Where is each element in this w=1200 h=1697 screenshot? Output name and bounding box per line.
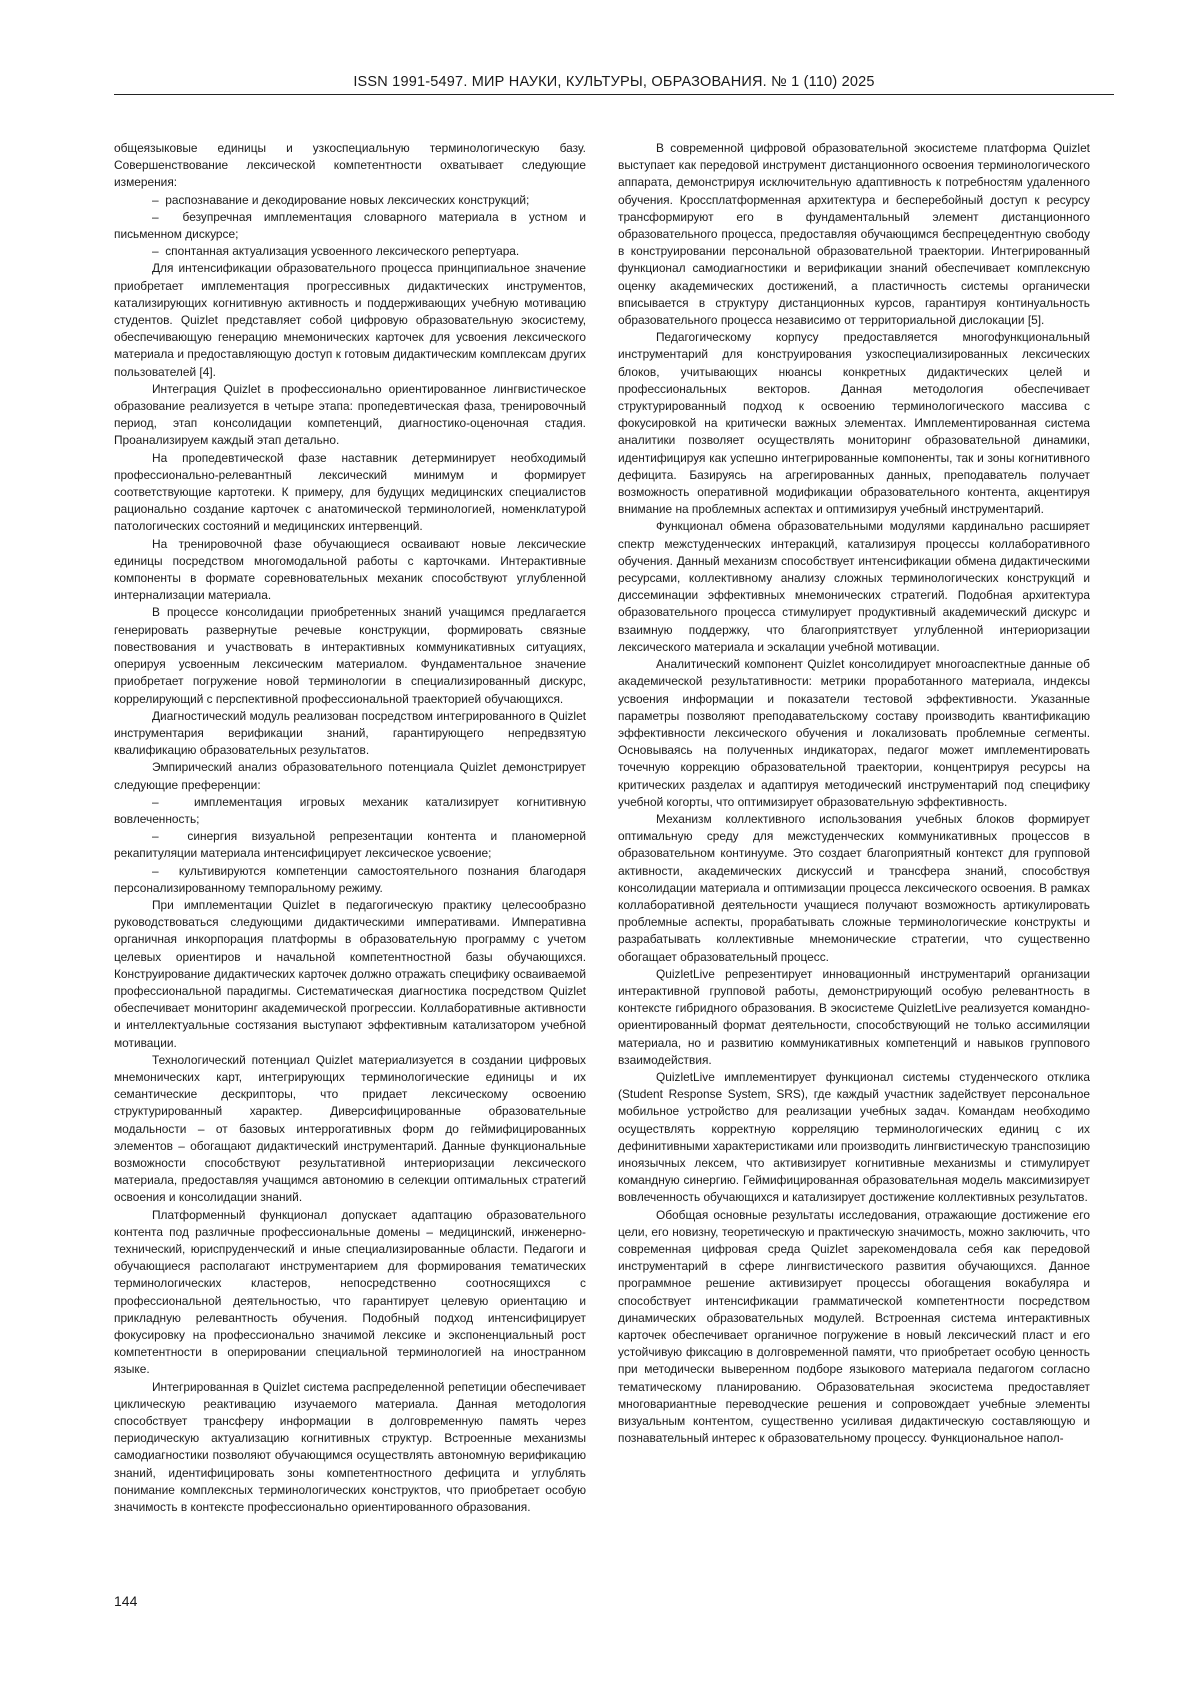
paragraph: Педагогическому корпусу предоставляется многофункциональный инструментарий для конструирования узкоспециализированных лексических блоков, учитывающих нюансы конкретных дидактических целей и профессиональных векторов. Данная методология обеспечивает структурированный подход к освоению терминологического массива с фокусировкой на критически важных элементах. Имплементированная система аналитики позволяет осуществлять мониторинг образовательной динамики, идентифицируя как успешно интегрированные компоненты, так и зоны когнитивного дефицита. Базируясь на агрегированных данных, преподаватель получает возможность оперативной модификации образовательного контента, акцентируя внимание на проблемных аспектах и оптимизируя учебный инструментарий. bbox=[618, 329, 1090, 518]
paragraph: Функционал обмена образовательными модулями кардинально расширяет спектр межстуденческих интеракций, катализируя процессы коллаборативного обучения. Данный механизм способствует интенсификации обмена дидактическими ресурсами, коллективному анализу сложных терминологических конструкций и диссеминации эффективных мнемонических стратегий. Подобная архитектура образовательного процесса стимулирует продуктивный академический дискурс и взаимную поддержку, что благоприятствует углубленной интериоризации лексического материала и эскалации учебной мотивации. bbox=[618, 518, 1090, 656]
paragraph: На тренировочной фазе обучающиеся осваивают новые лексические единицы посредством многомодальной работы с карточками. Интерактивные компоненты в формате соревновательных механик способствуют углубленной интернализации материала. bbox=[114, 536, 586, 605]
paragraph: Для интенсификации образовательного процесса принципиальное значение приобретает имплементация прогрессивных дидактических инструментов, катализирующих когнитивную активность и поддерживающих учебную мотивацию студентов. Quizlet представляет собой цифровую образовательную экосистему, обеспечивающую генерацию мнемонических карточек для усвоения лексического материала и предоставляющую доступ к готовым дидактическим комплексам других пользователей [4]. bbox=[114, 260, 586, 380]
paragraph: Интеграция Quizlet в профессионально ориентированное лингвистическое образование реализуется в четыре этапа: пропедевтическая фаза, тренировочный период, этап консолидации компетенций, диагностико-оценочная стадия. Проанализируем каждый этап детально. bbox=[114, 381, 586, 450]
paragraph: QuizletLive репрезентирует инновационный инструментарий организации интерактивной групповой работы, демонстрирующий особую релевантность в контексте гибридного образования. В экосистеме QuizletLive реализуется командно-ориентированный формат деятельности, способствующий не только ассимиляции материала, но и развитию коммуникативных компетенций и навыков группового взаимодействия. bbox=[618, 966, 1090, 1069]
paragraph: Механизм коллективного использования учебных блоков формирует оптимальную среду для межстуденческих коммуникативных процессов в образовательном континууме. Это создает благоприятный контекст для групповой активности, академических дискуссий и трансфера знаний, способствуя консолидации материала и оптимизации процесса лексического освоения. В рамках коллаборативной деятельности учащиеся получают возможность артикулировать проблемные аспекты, прорабатывать сложные терминологические конструкты и разрабатывать коллективные мнемонические стратегии, что существенно обогащает образовательный процесс. bbox=[618, 811, 1090, 966]
paragraph: общеязыковые единицы и узкоспециальную терминологическую базу. Совершенствование лексической компетентности охватывает следующие измерения: bbox=[114, 140, 586, 192]
paragraph: При имплементации Quizlet в педагогическую практику целесообразно руководствоваться следующими дидактическими императивами. Императивна органичная инкорпорация платформы в образовательную программу с учетом целевых ориентиров и начальной компетентностной базы обучающихся. Конструирование дидактических карточек должно отражать специфику осваиваемой профессиональной парадигмы. Систематическая диагностика посредством Quizlet обеспечивает мониторинг академической прогрессии. Коллаборативные активности и интеллектуальные состязания выступают эффективным катализатором учебной мотивации. bbox=[114, 897, 586, 1052]
paragraph: Диагностический модуль реализован посредством интегрированного в Quizlet инструментария верификации знаний, гарантирующего непредвзятую квалификацию образовательных результатов. bbox=[114, 708, 586, 760]
paragraph: Технологический потенциал Quizlet материализуется в создании цифровых мнемонических карт, интегрирующих терминологические единицы и их семантические дескрипторы, что придает лексическому освоению структурированный характер. Диверсифицированные образовательные модальности – от базовых интеррогативных форм до геймифицированных элементов – обогащают дидактический инструментарий. Данные функциональные возможности способствуют результативной интериоризации лексического материала, предоставляя учащимся автономию в селекции оптимальных стратегий освоения и консолидации знаний. bbox=[114, 1052, 586, 1207]
paragraph: QuizletLive имплементирует функционал системы студенческого отклика (Student Response System, SRS), где каждый участник задействует персональное мобильное устройство для реализации учебных задач. Командам необходимо осуществлять корректную корреляцию терминологических единиц с их дефинитивными характеристиками или производить лингвистическую транспозицию иноязычных лексем, что активизирует когнитивные механизмы и стимулирует командную синергию. Геймифицированная образовательная модель максимизирует вовлеченность обучающихся и катализирует достижение коллективных результатов. bbox=[618, 1069, 1090, 1207]
running-header: ISSN 1991-5497. МИР НАУКИ, КУЛЬТУРЫ, ОБРАЗОВАНИЯ. № 1 (110) 2025 bbox=[114, 74, 1114, 95]
paragraph: Интегрированная в Quizlet система распределенной репетиции обеспечивает циклическую реактивацию изучаемого материала. Данная методология способствует трансферу информации в долговременную память через периодическую актуализацию когнитивных структур. Встроенные механизмы самодиагностики позволяют обучающимся осуществлять автономную верификацию знаний, идентифицировать зоны компетентностного дефицита и углублять понимание комплексных терминологических конструктов, что приобретает особую значимость в контексте профессионально ориентированного образования. bbox=[114, 1379, 586, 1517]
paragraph: Аналитический компонент Quizlet консолидирует многоаспектные данные об академической результативности: метрики проработанного материала, индексы усвоения информации и показатели тестовой эффективности. Указанные параметры позволяют преподавательскому составу производить квантификацию эффективности лексического обучения и локализовать проблемные сегменты. Основываясь на полученных индикаторах, педагог может имплементировать точечную коррекцию образовательной траектории, концентрируя ресурсы на критических разделах и адаптируя методический инструментарий под специфику учебной когорты, что оптимизирует образовательную эффективность. bbox=[618, 656, 1090, 811]
paragraph: Эмпирический анализ образовательного потенциала Quizlet демонстрирует следующие преференции: bbox=[114, 759, 586, 793]
page-number: 144 bbox=[114, 1593, 137, 1609]
paragraph: На пропедевтической фазе наставник детерминирует необходимый профессионально-релевантный лексический минимум и формирует соответствующие картотеки. К примеру, для будущих медицинских специалистов рационально создание карточек с анатомической терминологией, номенклатурой патологических состояний и медицинских интервенций. bbox=[114, 450, 586, 536]
left-column bbox=[114, 140, 586, 1516]
paragraph: Платформенный функционал допускает адаптацию образовательного контента под различные профессиональные домены – медицинский, инженерно-технический, юриспруденческий и иные специализированные области. Педагоги и обучающиеся располагают инструментарием для формирования тематических терминологических кластеров, непосредственно соотносящихся с профессиональной деятельностью, что гарантирует целевую ориентацию и прикладную релевантность обучения. Подобный подход интенсифицирует фокусировку на профессионально значимой лексике и экспоненциальный рост компетентности в оперировании специальной терминологией на иностранном языке. bbox=[114, 1207, 586, 1379]
journal-page bbox=[0, 0, 1200, 1697]
list-item: – имплементация игровых механик катализирует когнитивную вовлеченность; bbox=[114, 794, 586, 828]
list-item: – безупречная имплементация словарного материала в устном и письменном дискурсе; bbox=[114, 209, 586, 243]
paragraph: В процессе консолидации приобретенных знаний учащимся предлагается генерировать развернутые речевые конструкции, формировать связные повествования и участвовать в интерактивных коммуникативных ситуациях, оперируя усвоенным лексическим материалом. Фундаментальное значение приобретает погружение новой терминологии в специализированный дискурс, коррелирующий с перспективной профессиональной траекторией обучающихся. bbox=[114, 604, 586, 707]
list-item: – распознавание и декодирование новых лексических конструкций; bbox=[114, 192, 586, 209]
list-item: – синергия визуальной репрезентации контента и планомерной рекапитуляции материала интенсифицирует лексическое усвоение; bbox=[114, 828, 586, 862]
paragraph: В современной цифровой образовательной экосистеме платформа Quizlet выступает как передовой инструмент дистанционного освоения терминологического аппарата, демонстрируя исключительную адаптивность к потребностям удаленного обучения. Кроссплатформенная архитектура и бесперебойный доступ к ресурсу трансформируют его в фундаментальный элемент дистанционного образовательного процесса, предоставляя обучающимся беспрецедентную свободу в конструировании персональной образовательной траектории. Интегрированный функционал самодиагностики и верификации знаний обеспечивает комплексную оценку академических достижений, а пластичность системы органически вписывается в структуру дистанционных курсов, гарантируя континуальность образовательного процесса независимо от территориальной дислокации [5]. bbox=[618, 140, 1090, 329]
list-item: – спонтанная актуализация усвоенного лексического репертуара. bbox=[114, 243, 586, 260]
list-item: – культивируются компетенции самостоятельного познания благодаря персонализированному темпоральному режиму. bbox=[114, 863, 586, 897]
paragraph: Обобщая основные результаты исследования, отражающие достижение его цели, его новизну, теоретическую и практическую значимость, можно заключить, что современная цифровая среда Quizlet зарекомендовала себя как передовой инструментарий в сфере лингвистического развития обучающихся. Данное программное решение активизирует процессы обогащения вокабуляра и способствует интенсификации грамматической компетентности посредством динамических образовательных модулей. Встроенная система интерактивных карточек обеспечивает органичное погружение в новый лексический пласт и его устойчивую фиксацию в долговременной памяти, что приобретает особую ценность при методически выверенном подборе языкового материала педагогом согласно тематическому планированию. Образовательная экосистема предоставляет многовариантные переводческие решения и сопровождает учебные элементы визуальным контентом, существенно усиливая дидактическую составляющую и познавательный интерес к образовательному процессу. Функциональное напол- bbox=[618, 1207, 1090, 1448]
right-column bbox=[618, 140, 1090, 1447]
